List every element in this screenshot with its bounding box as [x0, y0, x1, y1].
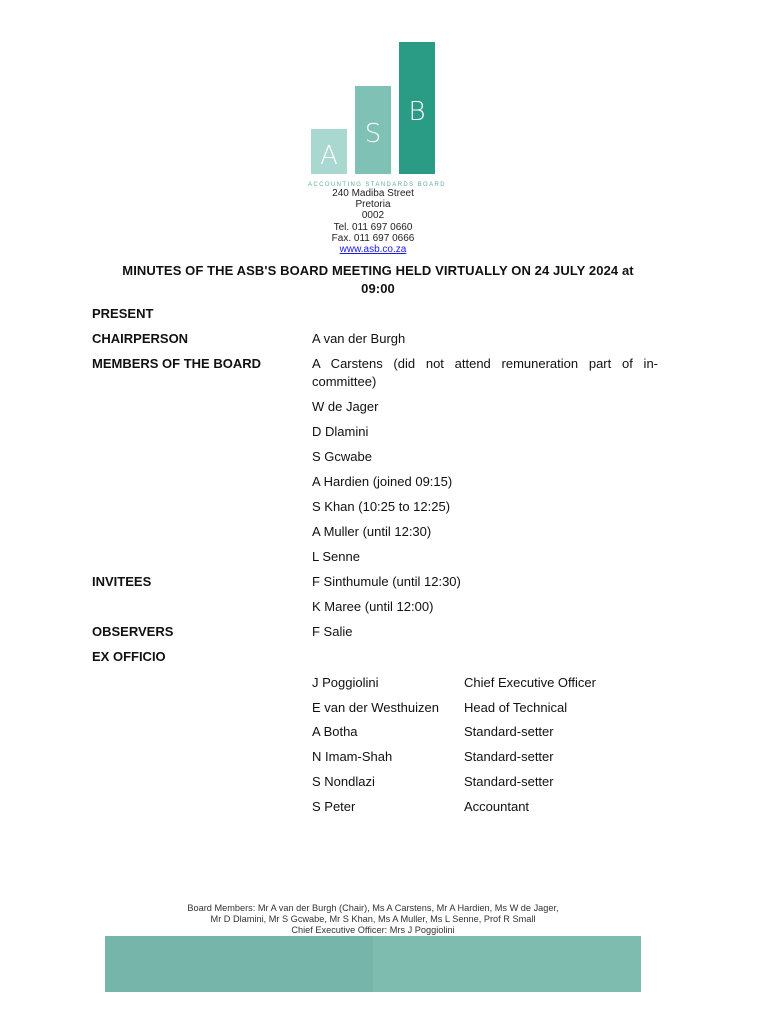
- member-item: L Senne: [312, 549, 360, 564]
- address-street: 240 Madiba Street: [332, 188, 414, 199]
- ex-officio-role: Standard-setter: [464, 724, 554, 739]
- present-heading: PRESENT: [92, 306, 154, 321]
- address-tel: Tel. 011 697 0660: [333, 221, 413, 233]
- footer-band-shade: [105, 936, 373, 992]
- invitees-label: INVITEES: [92, 574, 152, 589]
- address-city: Pretoria: [355, 199, 391, 211]
- footer-board-members: [120, 903, 626, 936]
- address-fax: Fax. 011 697 0666: [331, 232, 415, 244]
- footer-line-3: Chief Executive Officer: Mrs J Poggiolini: [291, 925, 455, 935]
- member-item: S Khan (10:25 to 12:25): [312, 499, 451, 514]
- observer-item: F Salie: [312, 624, 353, 639]
- members-label: MEMBERS OF THE BOARD: [92, 356, 261, 371]
- ex-officio-role: Standard-setter: [464, 774, 554, 789]
- member-item: W de Jager: [312, 399, 379, 414]
- invitee-item: F Sinthumule (until 12:30): [312, 574, 461, 589]
- address-block: [273, 188, 473, 255]
- asb-logo: [308, 42, 446, 192]
- ex-officio-role: Head of Technical: [464, 700, 568, 715]
- ex-officio-role: Accountant: [464, 799, 530, 814]
- member-item: S Gcwabe: [312, 449, 372, 464]
- title-line-1: MINUTES OF THE ASB'S BOARD MEETING HELD VIRTUALLY ON 24 JULY 2024 at: [122, 263, 634, 278]
- logo-bar-a: [311, 129, 347, 174]
- ex-officio-name: A Botha: [312, 724, 358, 739]
- logo-bar-s: [355, 86, 391, 174]
- member-item: A Carstens (did not attend remuneration part of in-committee): [312, 356, 658, 389]
- member-item: A Hardien (joined 09:15): [312, 474, 453, 489]
- website-link[interactable]: www.asb.co.za: [339, 244, 407, 256]
- logo-letter-s: S: [364, 119, 382, 149]
- ex-officio-name: J Poggiolini: [312, 675, 379, 690]
- observers-label: OBSERVERS: [92, 624, 174, 639]
- ex-officio-name: E van der Westhuizen: [312, 700, 439, 715]
- invitee-item: K Maree (until 12:00): [312, 599, 434, 614]
- address-postal-code: 0002: [361, 210, 385, 222]
- footer-line-1: Board Members: Mr A van der Burgh (Chair), Ms A Carstens, Mr A Hardien, Ms W de Jager,: [187, 903, 559, 913]
- logo-letter-b: B: [408, 97, 426, 127]
- member-item: D Dlamini: [312, 424, 369, 439]
- footer-line-2: Mr D Dlamini, Mr S Gcwabe, Mr S Khan, Ms A Muller, Ms L Senne, Prof R Small: [210, 914, 536, 924]
- ex-officio-label: EX OFFICIO: [92, 649, 166, 664]
- chairperson-label: CHAIRPERSON: [92, 331, 189, 346]
- ex-officio-name: S Nondlazi: [312, 774, 375, 789]
- logo-bar-b: [399, 42, 435, 174]
- ex-officio-role: Chief Executive Officer: [464, 675, 596, 690]
- document-title: [92, 262, 664, 298]
- footer-band: [105, 936, 641, 992]
- ex-officio-name: S Peter: [312, 799, 356, 814]
- ex-officio-role: Standard-setter: [464, 749, 554, 764]
- logo-tagline: ACCOUNTING STANDARDS BOARD: [308, 182, 446, 188]
- member-item: A Muller (until 12:30): [312, 524, 432, 539]
- chairperson-name: A van der Burgh: [312, 331, 406, 346]
- ex-officio-name: N Imam-Shah: [312, 749, 393, 764]
- logo-letter-a: A: [320, 140, 338, 171]
- title-line-2: 09:00: [361, 281, 395, 296]
